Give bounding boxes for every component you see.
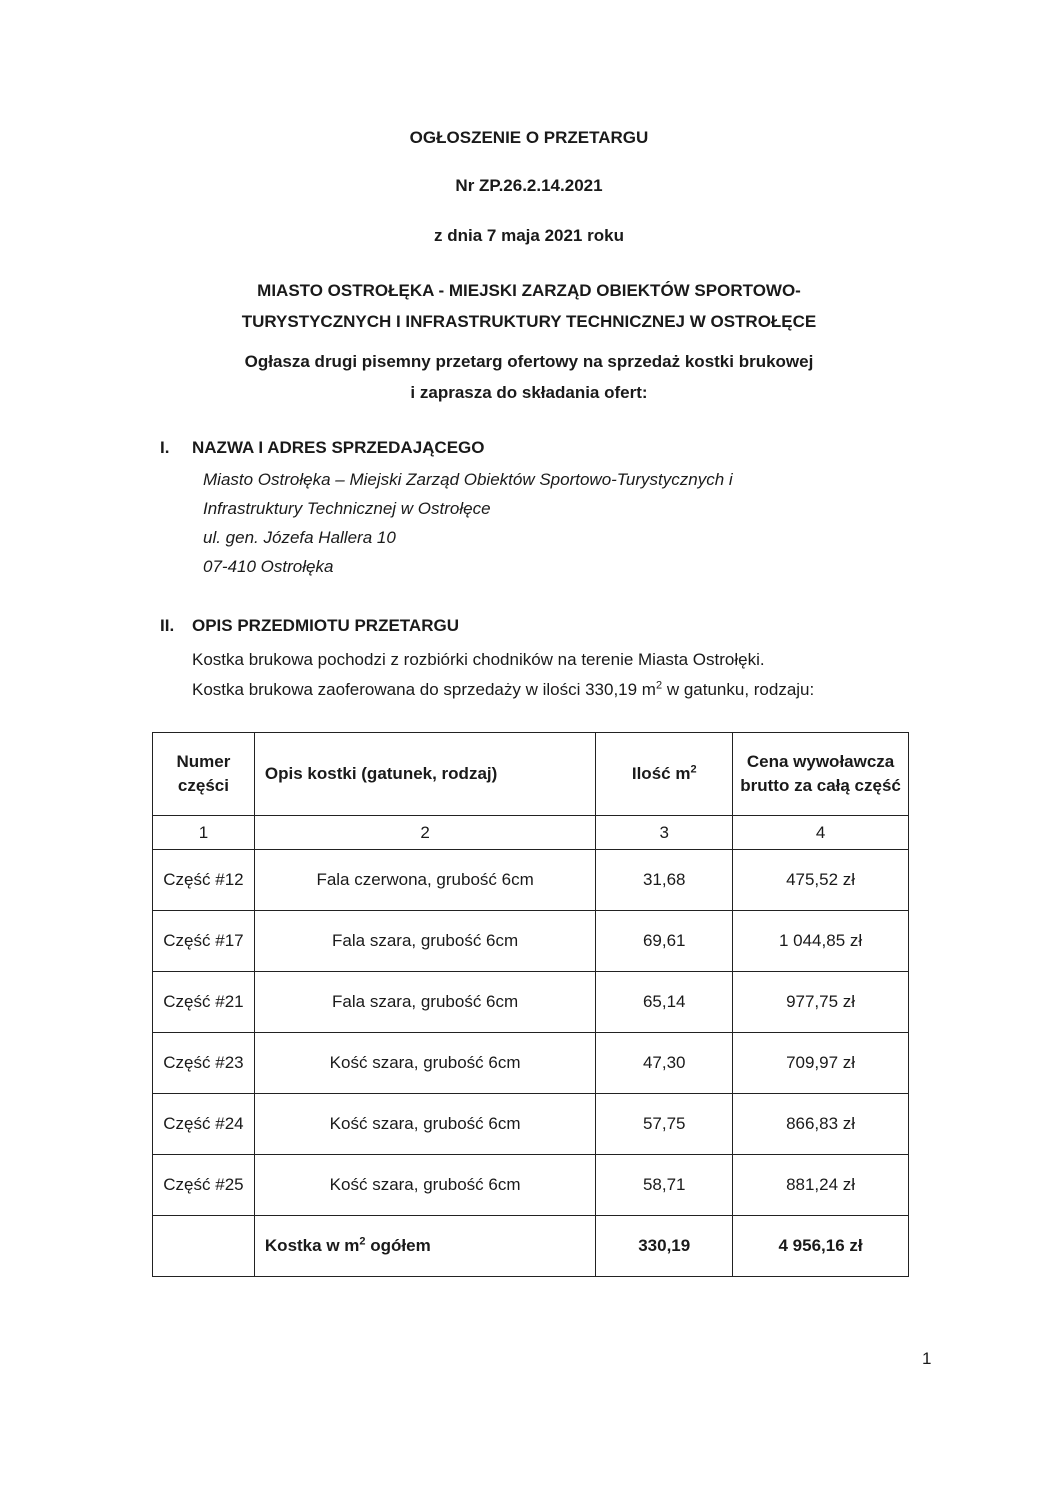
parts-table (152, 732, 909, 1277)
description-cell: Fala szara, grubość 6cm (254, 972, 595, 1033)
part-cell: Część #17 (153, 911, 255, 972)
part-cell: Część #23 (153, 1033, 255, 1094)
index-cell: 2 (254, 816, 595, 850)
part-cell: Część #24 (153, 1094, 255, 1155)
header-description: Opis kostki (gatunek, rodzaj) (254, 733, 595, 816)
address-line: Infrastruktury Technicznej w Ostrołęce (203, 499, 491, 518)
description-cell: Fala czerwona, grubość 6cm (254, 850, 595, 911)
section-2-number: II. (160, 616, 175, 635)
price-cell: 475,52 zł (733, 850, 909, 911)
seller-address (203, 465, 733, 581)
announcement (0, 346, 1058, 408)
subject-description (192, 645, 814, 705)
table-index-row (153, 816, 909, 850)
quantity-cell: 47,30 (596, 1033, 733, 1094)
quantity-cell: 57,75 (596, 1094, 733, 1155)
organization-line-2: TURYSTYCZNYCH I INFRASTRUKTURY TECHNICZNEJ W OSTROŁĘCE (241, 312, 817, 331)
quantity-cell: 65,14 (596, 972, 733, 1033)
header-quantity: Ilość $m^2$ (596, 733, 733, 816)
price-cell: 881,24 zł (733, 1155, 909, 1216)
price-cell: 866,83 zł (733, 1094, 909, 1155)
quantity-cell: 58,71 (596, 1155, 733, 1216)
header-part-number: Numer części (153, 733, 255, 816)
table-header-row (153, 733, 909, 816)
section-2-title: OPIS PRZEDMIOTU PRZETARGU (192, 616, 459, 635)
table-row (153, 1033, 909, 1094)
table-row (153, 972, 909, 1033)
page-number: 1 (922, 1349, 932, 1368)
table-row (153, 1094, 909, 1155)
price-cell: 709,97 zł (733, 1033, 909, 1094)
quantity-cell: 31,68 (596, 850, 733, 911)
section-1-number: I. (160, 438, 170, 457)
table-row (153, 911, 909, 972)
table-row (153, 850, 909, 911)
table-total-row (153, 1216, 909, 1277)
section-2-heading (160, 616, 459, 636)
description-line-2: Kostka brukowa zaoferowana do sprzedaży w ilości 330,19 $m^2$ w gatunku, rodzaju: (192, 679, 815, 699)
announcement-line-1: Ogłasza drugi pisemny przetarg ofertowy na sprzedaż kostki brukowej (244, 352, 814, 371)
document-title: OGŁOSZENIE O PRZETARGU (409, 128, 649, 147)
table-row (153, 1155, 909, 1216)
document-number: Nr ZP.26.2.14.2021 (455, 176, 603, 195)
index-cell: 3 (596, 816, 733, 850)
description-cell: Kość szara, grubość 6cm (254, 1155, 595, 1216)
part-cell: Część #12 (153, 850, 255, 911)
organization-name (0, 275, 1058, 337)
description-cell: Fala szara, grubość 6cm (254, 911, 595, 972)
header-price: Cena wywoławcza brutto za całą część (733, 733, 909, 816)
index-cell: 1 (153, 816, 255, 850)
section-1-heading (160, 438, 485, 458)
address-line: ul. gen. Józefa Hallera 10 (203, 528, 396, 547)
section-1-title: NAZWA I ADRES SPRZEDAJĄCEGO (192, 438, 485, 457)
index-cell: 4 (733, 816, 909, 850)
description-cell: Kość szara, grubość 6cm (254, 1094, 595, 1155)
total-price: 4 956,16 zł (733, 1216, 909, 1277)
total-empty-cell (153, 1216, 255, 1277)
total-quantity: 330,19 (596, 1216, 733, 1277)
announcement-line-2: i zaprasza do składania ofert: (410, 383, 648, 402)
price-cell: 977,75 zł (733, 972, 909, 1033)
quantity-cell: 69,61 (596, 911, 733, 972)
description-line-1: Kostka brukowa pochodzi z rozbiórki chodników na terenie Miasta Ostrołęki. (192, 650, 765, 669)
description-cell: Kość szara, grubość 6cm (254, 1033, 595, 1094)
address-line: 07-410 Ostrołęka (203, 557, 334, 576)
address-line: Miasto Ostrołęka – Miejski Zarząd Obiektów Sportowo-Turystycznych i (203, 470, 733, 489)
total-label: Kostka w $m^2$ ogółem (254, 1216, 595, 1277)
organization-line-1: MIASTO OSTROŁĘKA - MIEJSKI ZARZĄD OBIEKTÓW SPORTOWO- (257, 281, 801, 300)
part-cell: Część #21 (153, 972, 255, 1033)
document-date: z dnia 7 maja 2021 roku (434, 226, 624, 245)
part-cell: Część #25 (153, 1155, 255, 1216)
price-cell: 1 044,85 zł (733, 911, 909, 972)
